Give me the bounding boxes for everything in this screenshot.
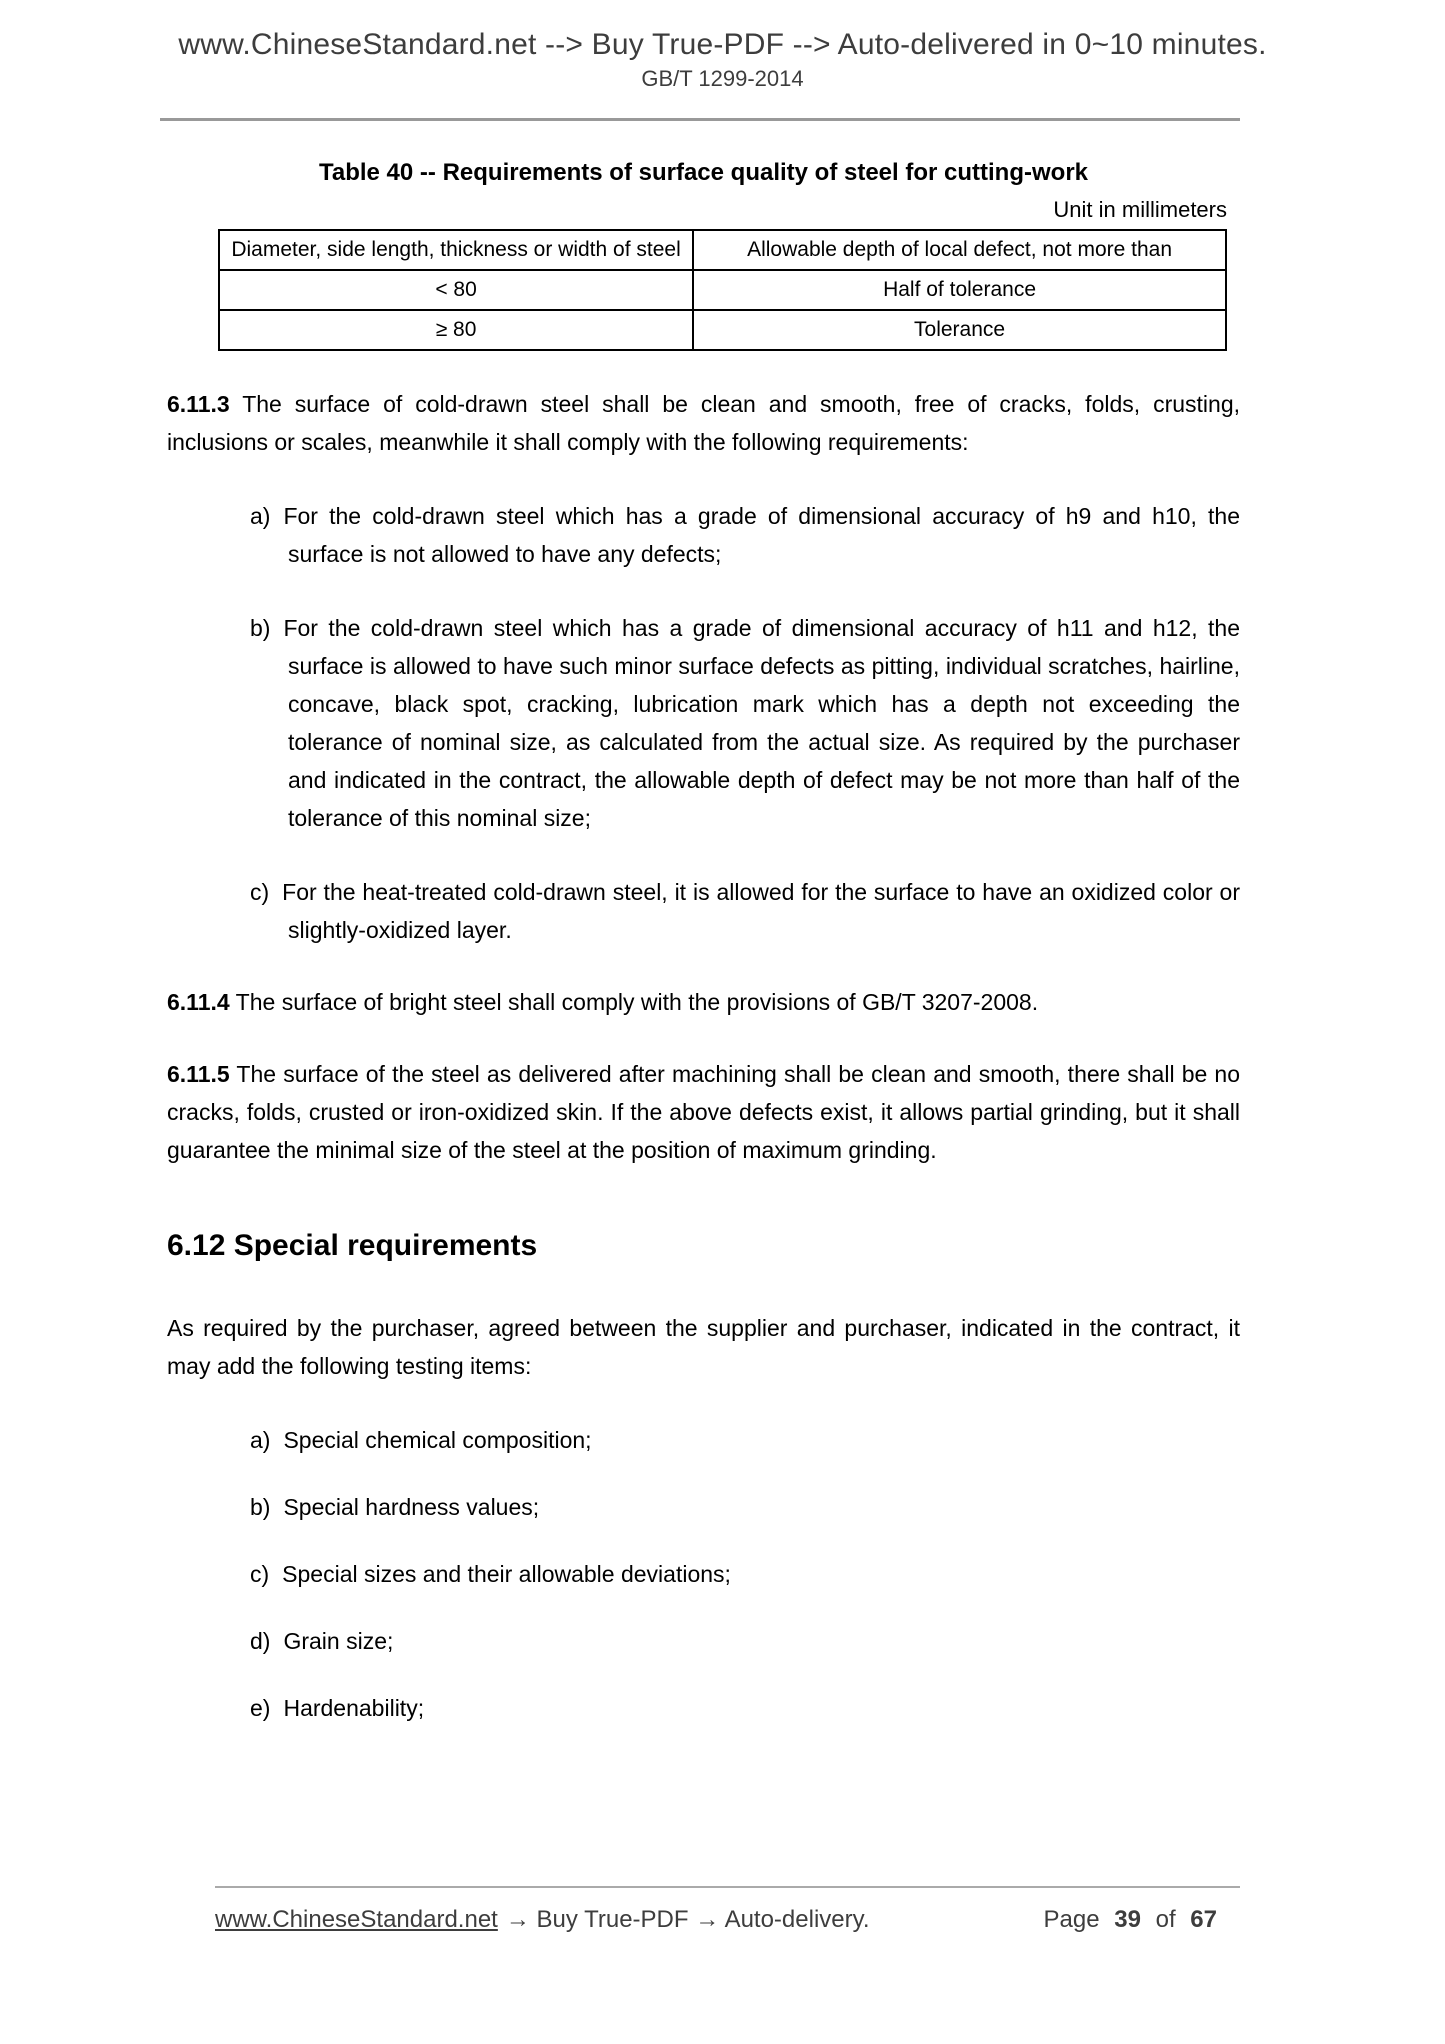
footer-website-link[interactable]: www.ChineseStandard.net bbox=[215, 1906, 498, 1933]
table-header-row bbox=[219, 230, 1226, 270]
page-number: 39 bbox=[1114, 1906, 1141, 1933]
table-header-cell-size: Diameter, side length, thickness or width of steel bbox=[219, 230, 693, 270]
section-text: The surface of bright steel shall comply with the provisions of GB/T 3207-2008. bbox=[235, 989, 1039, 1015]
page-total: 67 bbox=[1190, 1906, 1217, 1933]
special-item-b bbox=[250, 1488, 1240, 1526]
list-marker: a) bbox=[250, 1427, 271, 1453]
list-item-b bbox=[250, 609, 1240, 837]
table-cell-depth: Tolerance bbox=[693, 310, 1226, 350]
section-number: 6.11.5 bbox=[167, 1061, 230, 1087]
paragraph-6-11-4 bbox=[167, 983, 1240, 1021]
table-cell-size: ≥ 80 bbox=[219, 310, 693, 350]
table-header-cell-depth: Allowable depth of local defect, not more than bbox=[693, 230, 1226, 270]
list-text: For the heat-treated cold-drawn steel, it is allowed for the surface to have an oxidized color or slightly-oxidized layer. bbox=[282, 879, 1240, 943]
paragraph-6-11-5 bbox=[167, 1055, 1240, 1169]
section-number: 6.11.4 bbox=[167, 989, 230, 1015]
list-text: For the cold-drawn steel which has a grade of dimensional accuracy of h11 and h12, the surface is allowed to have such minor surface defects as pitting, individual scratches, hairline, concave, black spot, cracking, lubrication mark which has a depth not exceeding the tolerance of nominal size, as calculated from the actual size. As required by the purchaser and indicated in the contract, the allowable depth of defect may be not more than half of the tolerance of this nominal size; bbox=[283, 615, 1240, 831]
header-divider bbox=[160, 118, 1240, 121]
list-marker: c) bbox=[250, 1561, 270, 1587]
table-cell-size: < 80 bbox=[219, 270, 693, 310]
list-marker: c) bbox=[250, 879, 270, 905]
list-item-c bbox=[250, 873, 1240, 949]
list-marker: a) bbox=[250, 503, 271, 529]
footer-left bbox=[215, 1906, 870, 1934]
section-text: The surface of the steel as delivered after machining shall be clean and smooth, there shall be no cracks, folds, crusted or iron-oxidized skin. If the above defects exist, it allows partial grinding, but it shall guarantee the minimal size of the steel at the position of maximum grinding. bbox=[167, 1061, 1240, 1163]
header-banner-text: www.ChineseStandard.net --> Buy True-PDF --> Auto-delivered in 0~10 minutes. bbox=[178, 28, 1267, 61]
table-row bbox=[219, 310, 1226, 350]
table-40-title: Table 40 -- Requirements of surface quality of steel for cutting-work bbox=[318, 159, 1089, 186]
table-40 bbox=[218, 229, 1227, 351]
list-marker: b) bbox=[250, 1494, 271, 1520]
special-item-c bbox=[250, 1555, 1240, 1593]
heading-6-12: 6.12 Special requirements bbox=[167, 1229, 538, 1262]
list-item-a bbox=[250, 497, 1240, 573]
special-item-e bbox=[250, 1689, 1240, 1727]
table-unit-note: Unit in millimeters bbox=[1053, 197, 1227, 222]
page-indicator bbox=[1044, 1906, 1218, 1934]
page-content bbox=[167, 159, 1240, 1727]
footer-row bbox=[215, 1906, 1217, 1934]
section-text: The surface of cold-drawn steel shall be clean and smooth, free of cracks, folds, crusting, inclusions or scales, meanwhile it shall comply with the following requirements: bbox=[167, 391, 1241, 455]
list-marker: e) bbox=[250, 1695, 271, 1721]
list-marker: d) bbox=[250, 1628, 271, 1654]
table-cell-depth: Half of tolerance bbox=[693, 270, 1226, 310]
list-text: Special sizes and their allowable deviations; bbox=[282, 1561, 731, 1587]
footer-delivery-text: → Buy True-PDF → Auto-delivery. bbox=[505, 1906, 870, 1933]
list-marker: b) bbox=[250, 615, 271, 641]
paragraph-6-11-3 bbox=[167, 385, 1240, 461]
table-row bbox=[219, 270, 1226, 310]
list-text: Hardenability; bbox=[283, 1695, 425, 1721]
list-text: Special hardness values; bbox=[283, 1494, 540, 1520]
list-text: Special chemical composition; bbox=[283, 1427, 592, 1453]
special-item-a bbox=[250, 1421, 1240, 1459]
list-text: Grain size; bbox=[283, 1628, 394, 1654]
page-header bbox=[0, 0, 1445, 92]
page-footer bbox=[0, 1886, 1445, 1934]
footer-divider bbox=[215, 1886, 1240, 1888]
document-code: GB/T 1299-2014 bbox=[641, 66, 804, 91]
of-label: of bbox=[1155, 1906, 1176, 1933]
list-text: For the cold-drawn steel which has a grade of dimensional accuracy of h9 and h10, the surface is not allowed to have any defects; bbox=[283, 503, 1240, 567]
section-number: 6.11.3 bbox=[167, 391, 230, 417]
paragraph-6-12-intro: As required by the purchaser, agreed between the supplier and purchaser, indicated in the contract, it may add the following testing items: bbox=[167, 1315, 1240, 1379]
page-label: Page bbox=[1043, 1906, 1100, 1933]
special-item-d bbox=[250, 1622, 1240, 1660]
